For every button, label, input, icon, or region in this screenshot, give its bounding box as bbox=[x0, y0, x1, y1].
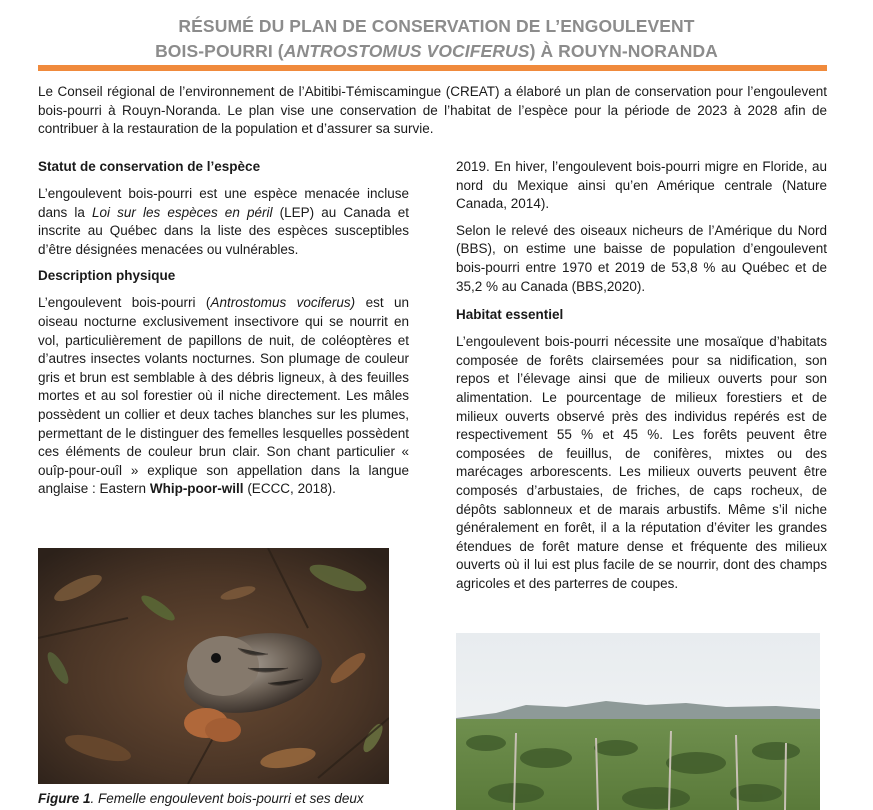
description-text-italic: Antrostomus vociferus) bbox=[210, 295, 356, 311]
figure-1-caption bbox=[38, 790, 409, 808]
title-line-2-pre: BOIS-POURRI ( bbox=[155, 41, 284, 61]
title-line-2-italic: ANTROSTOMUS VOCIFERUS bbox=[283, 41, 530, 61]
section-heading-statut: Statut de conservation de l’espèce bbox=[38, 159, 261, 174]
intro-paragraph: Le Conseil régional de l’environnement de l’Abitibi-Témiscamingue (CREAT) a élaboré un plan de conservation pour l’engoulevent bois-pourri à Rouyn-Noranda. Le plan vise une conservation de l’habitat de l’espèce pour la période de 2023 à 2028 afin de contribuer à la restauration de la population et d’assurer sa survie. bbox=[38, 84, 827, 137]
habitat-paragraph: L’engoulevent bois-pourri nécessite une mosaïque d’habitats composée de forêts clairsemées pour sa nidification, son repos et l’élevage ainsi que de milieux ouverts pour son alimentation. Le pourcentage de milieux forestiers et de milieux ouverts observé près des individus repérés est de respectivement 55 % et 45 %. Les forêts peuvent être composées de feuillus, de conifères, mixtes ou des marécages arborescents. Les milieux ouverts peuvent être composés d’arbustaies, de friches, de caps rocheux, de dépôts sablonneux et de marais arbustifs. Même s’il niche généralement en forêt, il a la réputation d’éviter les grandes étendues de forêt mature dense et fréquente des milieux ouverts où il lui est plus facile de se nourrir, dont des champs agricoles et des parterres de coupes. bbox=[456, 334, 827, 591]
statut-text-pre: L’engoulevent bois-pourri est une espèce menacée incluse dans la bbox=[38, 186, 409, 220]
description-paragraph bbox=[38, 294, 409, 499]
title-line-2-post: ) À ROUYN-NORANDA bbox=[529, 41, 718, 61]
statut-text-italic: Loi sur les espèces en péril bbox=[92, 204, 273, 220]
description-text-bold: Whip-poor-will bbox=[149, 481, 244, 497]
figure-1-label: Figure 1 bbox=[38, 791, 91, 806]
description-text-pre: L’engoulevent bois-pourri ( bbox=[38, 295, 211, 311]
title-line-2 bbox=[0, 39, 873, 64]
bbs-paragraph: Selon le relevé des oiseaux nicheurs de l’Amérique du Nord (BBS), on estime une baisse de population d’engoulevent bois-pourri entre 1970 et 2019 de 53,8 % au Québec et de 35,2 % au Canada (BBS,2020). bbox=[456, 222, 827, 294]
document-title bbox=[0, 14, 873, 64]
left-column bbox=[38, 158, 409, 499]
migration-paragraph: 2019. En hiver, l’engoulevent bois-pourri migre en Floride, au nord du Mexique ainsi qu’en Amérique centrale (Nature Canada, 2014). bbox=[456, 159, 827, 212]
statut-paragraph bbox=[38, 185, 409, 259]
statut-text-post: (LEP) au Canada et inscrite au Québec dans la liste des espèces susceptibles d’être désignées menacées ou vulnérables. bbox=[38, 204, 409, 257]
right-column bbox=[456, 158, 827, 593]
whip-poor-will-photo bbox=[38, 548, 389, 784]
section-heading-habitat: Habitat essentiel bbox=[456, 307, 564, 323]
description-text-mid: est un oiseau nocturne exclusivement insectivore qui se nourrit en vol, particulièrement de papillons de nuit, de coléoptères et d’autres insectes volants nocturnes. Son plumage de couleur gris et brun est semblable à des débris ligneux, à des feuilles mortes et au sol forestier où il niche directement. Les mâles possèdent un collier et deux taches blanches sur les plumes, permettant de le distinguer des femelles lesquelles possèdent ces éléments de couleur brun clair. Son chant particulier « ouîp-pour-ouîl » explique son appellation dans la langue anglaise : Eastern bbox=[38, 295, 410, 497]
title-line-1: RÉSUMÉ DU PLAN DE CONSERVATION DE L’ENGOULEVENT bbox=[178, 16, 695, 36]
description-text-post: (ECCC, 2018). bbox=[243, 481, 336, 497]
figure-1-text: . Femelle engoulevent bois-pourri et ses deux bbox=[90, 791, 364, 806]
section-heading-description: Description physique bbox=[38, 268, 176, 284]
orange-divider bbox=[38, 65, 827, 71]
landscape-photo bbox=[456, 633, 820, 810]
